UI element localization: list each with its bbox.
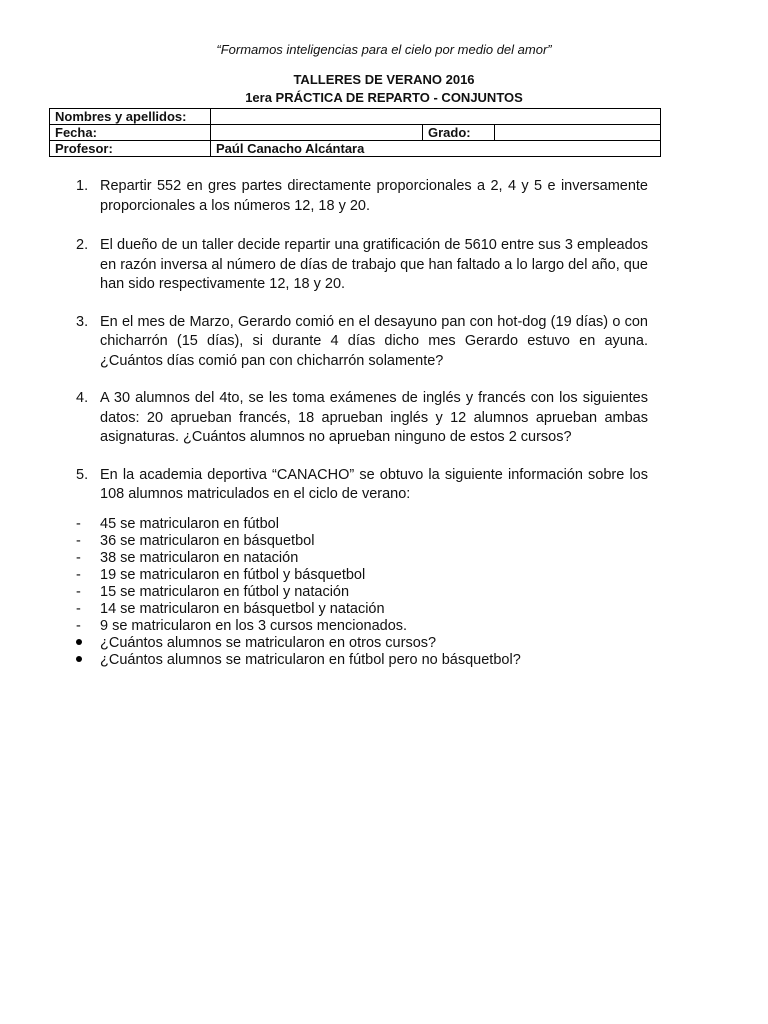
date-label: Fecha: (50, 125, 211, 141)
sub-question-item (76, 652, 648, 669)
dash-marker: - (76, 567, 81, 583)
data-item (76, 550, 648, 567)
question-item (76, 236, 648, 295)
student-info-table (49, 108, 661, 157)
question-number: 3. (76, 313, 89, 330)
data-item (76, 567, 648, 584)
data-item (76, 618, 648, 635)
question-item (76, 389, 648, 448)
enrollment-data-list (76, 516, 648, 669)
data-item (76, 601, 648, 618)
question-text: Repartir 552 en gres partes directamente proporcionales a 2, 4 y 5 e inversamente proporcionales a los números 12, 18 y 20. (100, 178, 648, 214)
question-number: 5. (76, 466, 89, 483)
bullet-dot-icon (76, 635, 88, 652)
question-number: 4. (76, 390, 89, 406)
question-item (76, 466, 648, 505)
question-text: En la academia deportiva “CANACHO” se obtuvo la siguiente información sobre los 108 alumnos matriculados en el ciclo de verano: (100, 466, 648, 502)
data-item-text: 15 se matricularon en fútbol y natación (100, 584, 350, 600)
question-text: A 30 alumnos del 4to, se les toma exámenes de inglés y francés con los siguientes datos: 20 aprueban francés, 18 aprueban inglés y 12 alumnos aprueban ambas asignaturas. ¿Cuántos alumnos no aprueban ninguno de estos 2 cursos? (100, 390, 648, 445)
sub-question-text: ¿Cuántos alumnos se matricularon en otros cursos? (100, 635, 437, 651)
bullet-dot-icon (76, 652, 88, 669)
worksheet-title: TALLERES DE VERANO 2016 (293, 72, 475, 87)
worksheet-subtitle: 1era PRÁCTICA DE REPARTO - CONJUNTOS (245, 90, 523, 105)
dash-marker: - (76, 601, 81, 617)
data-item-text: 19 se matricularon en fútbol y básquetbol (100, 567, 366, 583)
question-text: En el mes de Marzo, Gerardo comió en el desayuno pan con hot-dog (19 días) o con chicharrón (15 días), si durante 4 días dicho mes Gerardo estuvo en ayuna. ¿Cuántos días comió pan con chicharrón solamente? (100, 313, 648, 369)
grade-field[interactable] (495, 125, 661, 141)
dash-marker: - (76, 618, 81, 634)
question-number: 1. (76, 178, 89, 194)
dash-marker: - (76, 550, 81, 566)
question-text: El dueño de un taller decide repartir una gratificación de 5610 entre sus 3 empleados en razón inversa al número de días de trabajo que han faltado a lo largo del año, que han sido respectivamente 12, 18 y 20. (100, 237, 648, 292)
data-item-text: 9 se matricularon en los 3 cursos mencionados. (100, 618, 408, 634)
data-item (76, 533, 648, 550)
school-motto: “Formamos inteligencias para el cielo por medio del amor” (216, 42, 552, 57)
data-item-text: 38 se matricularon en natación (100, 550, 299, 566)
sub-question-item (76, 635, 648, 652)
data-item-text: 14 se matricularon en básquetbol y natación (100, 601, 385, 617)
question-list (76, 177, 648, 523)
date-row (50, 125, 661, 141)
teacher-label: Profesor: (50, 141, 211, 157)
name-label: Nombres y apellidos: (50, 109, 211, 125)
dash-marker: - (76, 533, 81, 549)
sub-question-text: ¿Cuántos alumnos se matricularon en fútbol pero no básquetbol? (100, 652, 521, 668)
data-item (76, 516, 648, 533)
question-number: 2. (76, 237, 89, 253)
date-field[interactable] (211, 125, 423, 141)
name-row (50, 109, 661, 125)
grade-label: Grado: (423, 125, 495, 141)
data-item-text: 45 se matricularon en fútbol (100, 516, 279, 532)
dash-marker: - (76, 516, 81, 532)
teacher-name: Paúl Canacho Alcántara (211, 141, 661, 157)
dash-marker: - (76, 584, 81, 600)
data-item (76, 584, 648, 601)
question-item (76, 177, 648, 216)
name-field[interactable] (211, 109, 661, 125)
question-item (76, 313, 648, 372)
teacher-row (50, 141, 661, 157)
data-item-text: 36 se matricularon en básquetbol (100, 533, 315, 549)
